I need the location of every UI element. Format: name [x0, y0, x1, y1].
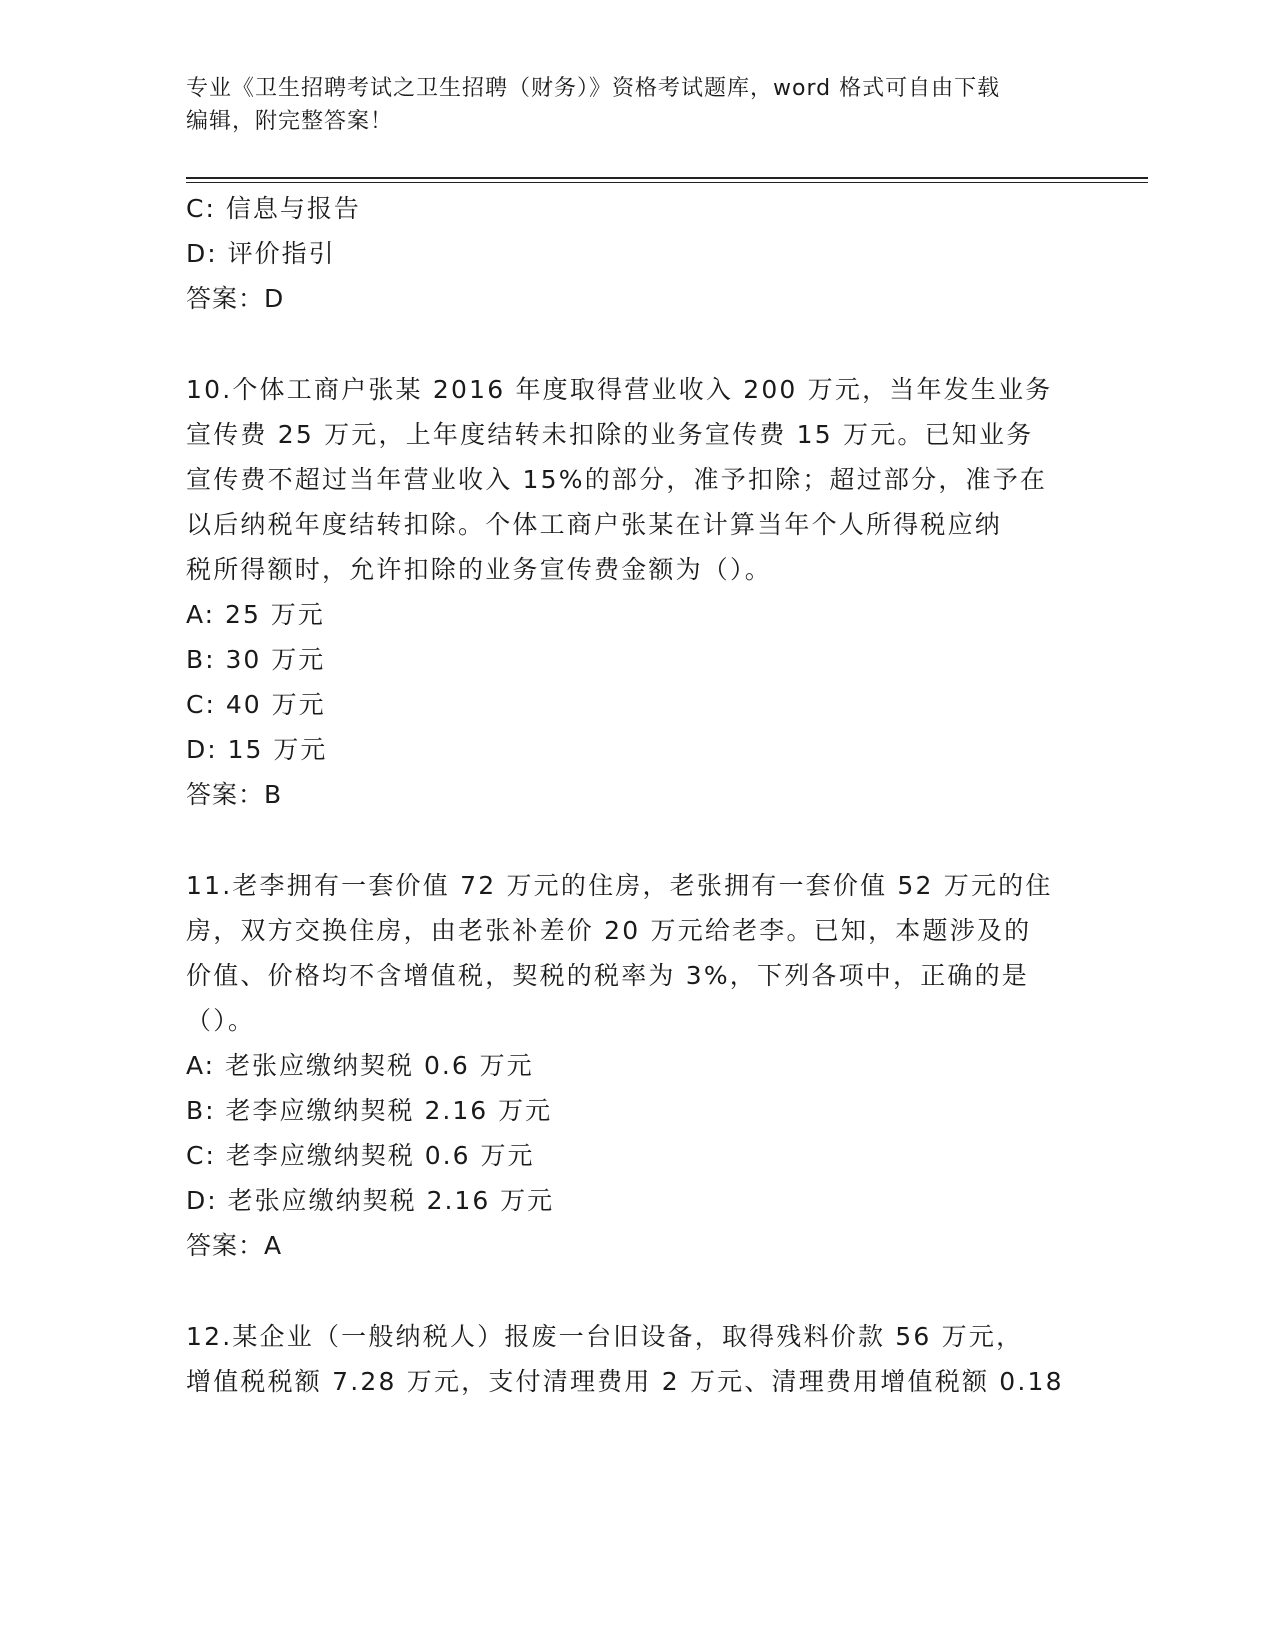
question-12	[186, 1314, 1086, 1404]
question-content	[186, 186, 1086, 1404]
answer-label: 答案：A	[186, 1231, 283, 1260]
option-c: C: 老李应缴纳契税 0.6 万元	[186, 1141, 535, 1170]
question-text-line: 宣传费 25 万元，上年度结转未扣除的业务宣传费 15 万元。已知业务	[186, 420, 1034, 449]
document-header	[186, 72, 1066, 138]
option-d: D: 评价指引	[186, 239, 336, 268]
header-line-2: 编辑，附完整答案！	[186, 109, 394, 134]
question-text-line: 11.老李拥有一套价值 72 万元的住房，老张拥有一套价值 52 万元的住	[186, 871, 1053, 900]
question-text-line: 房，双方交换住房，由老张补差价 20 万元给老李。已知，本题涉及的	[186, 916, 1032, 945]
option-a: A: 老张应缴纳契税 0.6 万元	[186, 1051, 534, 1080]
answer-label: 答案：B	[186, 780, 283, 809]
header-divider-thin	[186, 182, 1148, 183]
option-a: A: 25 万元	[186, 600, 325, 629]
option-c: C: 40 万元	[186, 690, 326, 719]
question-11	[186, 863, 1086, 1043]
option-c: C: 信息与报告	[186, 194, 361, 223]
question-text-line: 宣传费不超过当年营业收入 15%的部分，准予扣除；超过部分，准予在	[186, 465, 1048, 494]
question-text-line: 价值、价格均不含增值税，契税的税率为 3%，下列各项中，正确的是	[186, 961, 1030, 990]
question-text-line: 以后纳税年度结转扣除。个体工商户张某在计算当年个人所得税应纳	[186, 510, 1003, 539]
option-d: D: 老张应缴纳契税 2.16 万元	[186, 1186, 555, 1215]
question-text-line: 12.某企业（一般纳税人）报废一台旧设备，取得残料价款 56 万元，	[186, 1322, 1024, 1351]
header-divider-thick	[186, 177, 1148, 179]
answer-label: 答案：D	[186, 284, 285, 313]
question-text-line: 10.个体工商户张某 2016 年度取得营业收入 200 万元，当年发生业务	[186, 375, 1053, 404]
question-text-line: 增值税税额 7.28 万元，支付清理费用 2 万元、清理费用增值税额 0.18	[186, 1367, 1064, 1396]
question-text-line: 税所得额时，允许扣除的业务宣传费金额为（）。	[186, 555, 772, 584]
previous-question-tail	[186, 186, 1086, 321]
option-b: B: 30 万元	[186, 645, 326, 674]
question-text-line: （）。	[186, 1006, 256, 1035]
question-10	[186, 367, 1086, 592]
option-d: D: 15 万元	[186, 735, 328, 764]
option-b: B: 老李应缴纳契税 2.16 万元	[186, 1096, 553, 1125]
header-line-1: 专业《卫生招聘考试之卫生招聘（财务）》资格考试题库，word 格式可自由下载	[186, 76, 1001, 101]
